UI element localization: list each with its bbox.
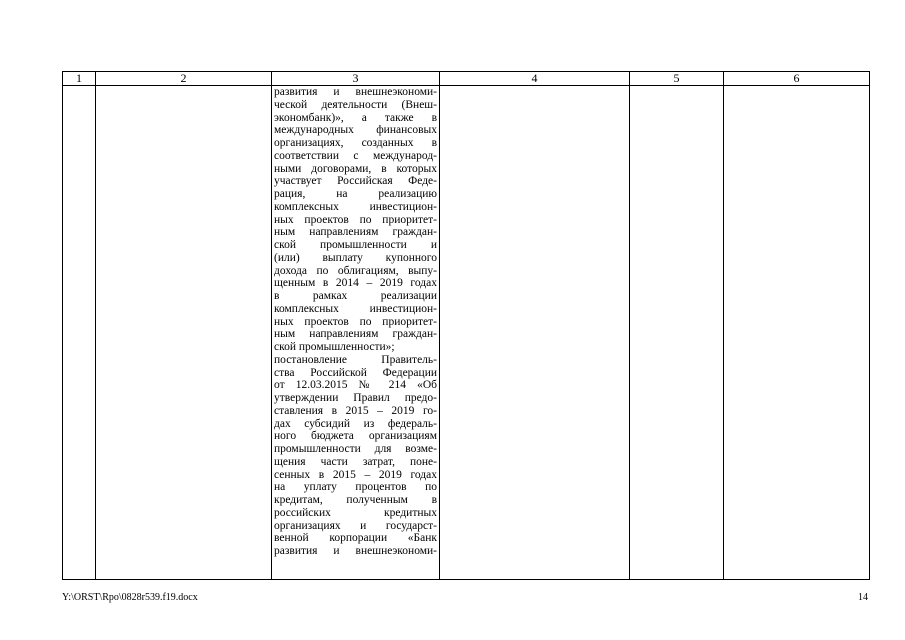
cell-col-3-text <box>272 86 440 580</box>
text-line: развития и внешнеэкономи- <box>274 86 437 98</box>
text-line: ской промышленности и <box>274 239 437 251</box>
text-line: экономбанк)», а также в <box>274 111 437 124</box>
text-line: в рамках реализации <box>274 290 437 302</box>
text-line: ного бюджета организациям <box>274 430 437 443</box>
text-line: щения части затрат, поне- <box>274 455 437 468</box>
column-header-6: 6 <box>724 72 870 86</box>
text-line: ных проектов по приоритет- <box>274 315 437 328</box>
column-header-5: 5 <box>630 72 724 86</box>
text-line: от 12.03.2015 № 214 «Об <box>274 379 437 392</box>
table-row <box>63 86 870 580</box>
footer-page-number: 14 <box>858 592 868 603</box>
text-line: постановление Правитель- <box>274 353 437 366</box>
text-line: промышленности для возме- <box>274 443 437 455</box>
text-line: ской промышленности»; <box>274 341 395 353</box>
text-line: комплексных инвестицион- <box>274 200 437 213</box>
column-header-3: 3 <box>272 72 440 86</box>
footer-file-path: Y:\ORST\Rpo\0828r539.f19.docx <box>62 592 198 603</box>
text-line: организациях, созданных в <box>274 137 437 149</box>
cell-col-1 <box>63 86 96 580</box>
text-line: развития и внешнеэкономи- <box>274 545 437 557</box>
cell-col-4 <box>440 86 630 580</box>
column-header-1: 1 <box>63 72 96 86</box>
text-line: организациях и государст- <box>274 519 437 532</box>
text-line: (или) выплату купонного <box>274 251 437 264</box>
text-line: ных проектов по приоритет- <box>274 213 437 226</box>
cell-col-6 <box>724 86 870 580</box>
text-line: международных финансовых <box>274 124 437 137</box>
text-line: на уплату процентов по <box>274 481 437 494</box>
text-line: комплексных инвестицион- <box>274 302 437 315</box>
text-line: венной корпорации «Банк <box>274 532 437 545</box>
text-line: ным направлениям граждан- <box>274 226 437 239</box>
text-line: ставления в 2015 – 2019 го- <box>274 404 437 417</box>
table-header-row <box>63 72 870 86</box>
column-header-2: 2 <box>96 72 272 86</box>
text-line: утверждении Правил предо- <box>274 392 437 404</box>
text-line: ческой деятельности (Внеш- <box>274 98 437 111</box>
cell-col-2 <box>96 86 272 580</box>
text-line: сенных в 2015 – 2019 годах <box>274 468 437 481</box>
text-line: щенным в 2014 – 2019 годах <box>274 277 437 290</box>
text-line: ными договорами, в которых <box>274 162 437 175</box>
text-line: участвует Российская Феде- <box>274 175 437 188</box>
text-line: ства Российской Федерации <box>274 366 437 379</box>
text-line: ным направлениям граждан- <box>274 328 437 341</box>
text-line: кредитам, полученным в <box>274 494 437 506</box>
text-line: рация, на реализацию <box>274 188 437 200</box>
document-table <box>62 71 870 580</box>
cell-col-5 <box>630 86 724 580</box>
column-header-4: 4 <box>440 72 630 86</box>
text-line: российских кредитных <box>274 506 437 519</box>
text-line: соответствии с международ- <box>274 149 437 162</box>
text-line: дохода по облигациям, выпу- <box>274 264 437 277</box>
text-line: дах субсидий из федераль- <box>274 417 437 430</box>
